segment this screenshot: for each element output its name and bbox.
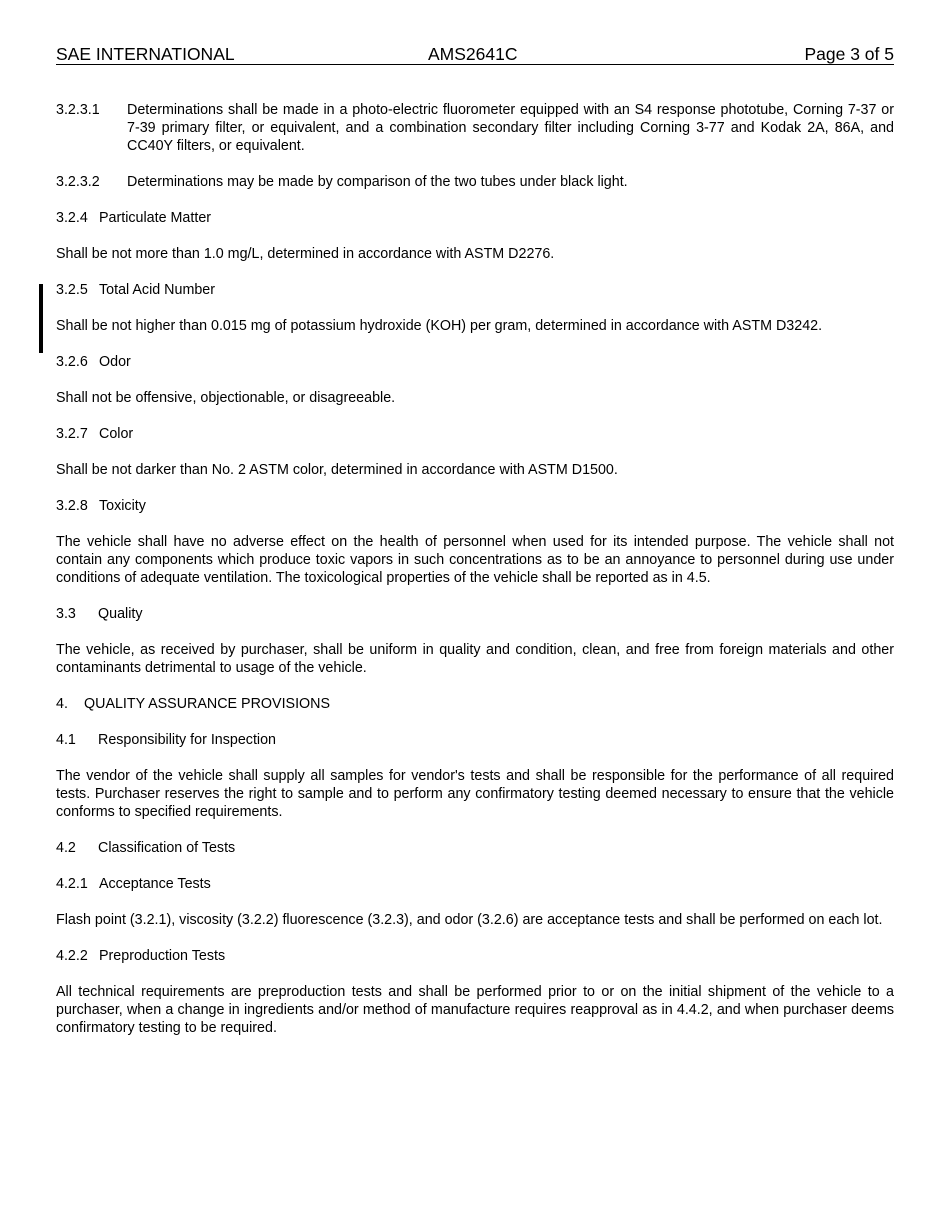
section-4-2-1-text: Flash point (3.2.1), viscosity (3.2.2) fluorescence (3.2.3), and odor (3.2.6) are acceptance tests and shall be performed on each lot. [56,912,883,928]
section-3-2-4-text: Shall be not more than 1.0 mg/L, determined in accordance with ASTM D2276. [56,246,555,262]
header-page-number: Page 3 of 5 [804,44,894,64]
header-organization: SAE INTERNATIONAL [56,44,235,64]
section-4-2-1-heading [56,875,894,893]
section-3-3-text: The vehicle, as received by purchaser, shall be uniform in quality and condition, clean, and free from foreign materials and other contaminants detrimental to usage of the vehicle. [56,642,894,676]
section-3-2-6-heading [56,353,894,371]
section-3-3-heading [56,605,894,623]
section-4-2-heading [56,839,894,857]
section-3-2-3-2 [56,173,894,191]
page-header [56,44,894,65]
section-number: 4. [56,696,68,712]
section-number: 3.3 [56,606,76,622]
section-title: Particulate Matter [99,210,212,226]
section-title: Preproduction Tests [99,948,226,964]
section-3-2-8-heading [56,497,894,515]
section-title: Color [99,426,134,442]
section-3-2-7-heading [56,425,894,443]
section-3-2-8-text: The vehicle shall have no adverse effect on the health of personnel when used for its intended purpose. The vehicle shall not contain any components which produce toxic vapors in such concentrations as to be an annoyance to personnel during use under conditions of adequate ventilation. The toxicological properties of the vehicle shall be reported as in 4.5. [56,534,894,586]
section-number: 4.1 [56,732,76,748]
section-text: Determinations may be made by comparison of the two tubes under black light. [127,174,628,190]
section-3-2-7-text: Shall be not darker than No. 2 ASTM color, determined in accordance with ASTM D1500. [56,462,618,478]
section-number: 3.2.5 [56,282,88,298]
section-number: 4.2.2 [56,948,88,964]
section-number: 3.2.3.1 [56,102,100,118]
section-4-2-2-heading [56,947,894,965]
section-4-2-2-text: All technical requirements are preproduction tests and shall be performed prior to or on the initial shipment of the vehicle to a purchaser, when a change in ingredients and/or method of manufacture requires reapproval as in 4.4.2, and when purchaser deems confirmatory testing to be required. [56,984,894,1036]
section-title: Responsibility for Inspection [98,732,277,748]
section-number: 3.2.8 [56,498,88,514]
section-title: Total Acid Number [99,282,216,298]
document-body [56,101,894,1055]
section-title: Acceptance Tests [99,876,211,892]
section-number: 4.2 [56,840,76,856]
header-document-number: AMS2641C [428,44,518,64]
section-number: 3.2.7 [56,426,88,442]
section-title: Odor [99,354,131,370]
section-text: Determinations shall be made in a photo-electric fluorometer equipped with an S4 response phototube, Corning 7-37 or 7-39 primary filter, or equivalent, and a combination secondary filter including Corning 3-77 and Kodak 2A, 86A, and CC40Y filters, or equivalent. [127,102,894,154]
section-4-heading [56,695,894,713]
section-4-1-heading [56,731,894,749]
section-4-1-text: The vendor of the vehicle shall supply all samples for vendor's tests and shall be responsible for the performance of all required tests. Purchaser reserves the right to sample and to perform any confirmatory testing deemed necessary to ensure that the vehicle conforms to specified requirements. [56,768,894,820]
revision-change-bar [39,284,43,353]
section-number: 3.2.4 [56,210,88,226]
section-title: Quality [98,606,143,622]
section-number: 3.2.3.2 [56,174,100,190]
section-3-2-6-text: Shall not be offensive, objectionable, or disagreeable. [56,390,396,406]
section-title: Toxicity [99,498,146,514]
section-title: QUALITY ASSURANCE PROVISIONS [84,696,331,712]
section-3-2-5-text: Shall be not higher than 0.015 mg of potassium hydroxide (KOH) per gram, determined in accordance with ASTM D3242. [56,318,823,334]
section-number: 4.2.1 [56,876,88,892]
section-title: Classification of Tests [98,840,236,856]
section-number: 3.2.6 [56,354,88,370]
section-3-2-5-heading [56,281,894,299]
section-3-2-4-heading [56,209,894,227]
section-3-2-3-1 [56,101,894,155]
